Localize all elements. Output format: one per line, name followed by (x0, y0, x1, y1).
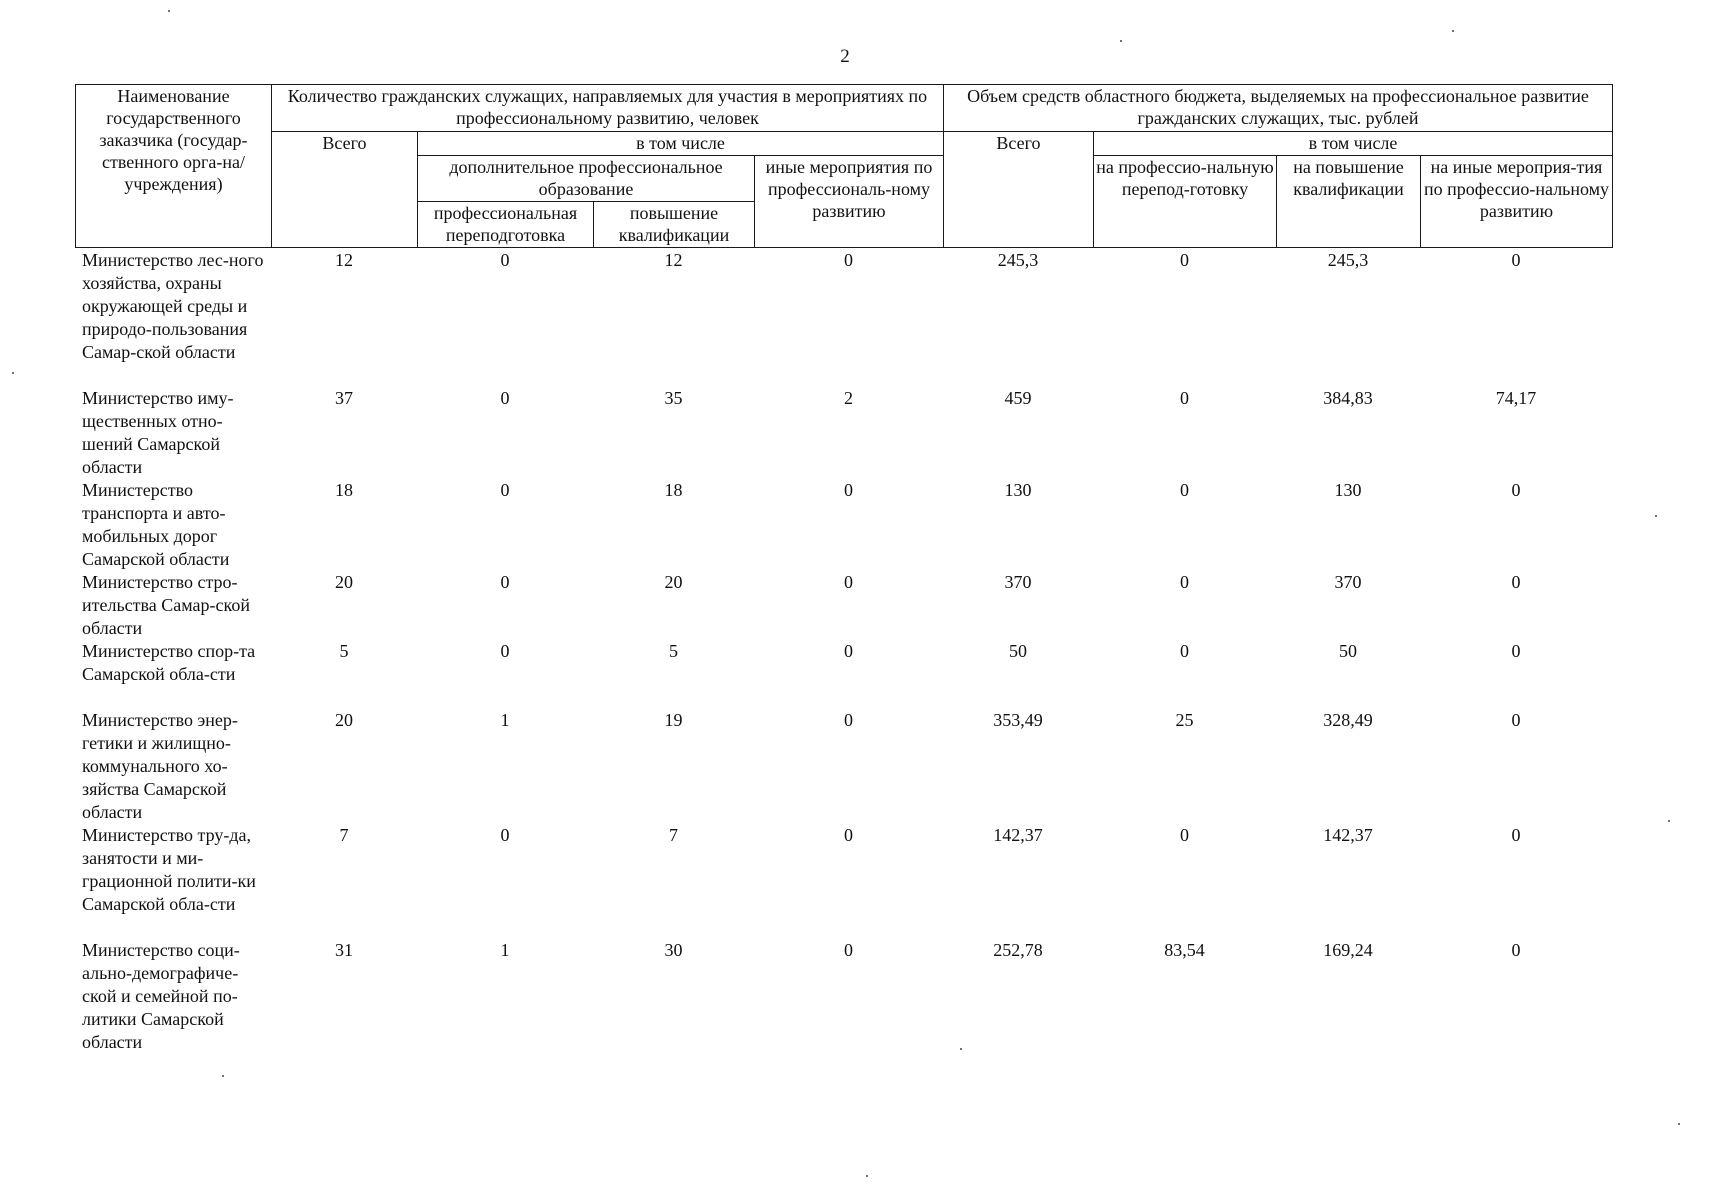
people-qualification: 20 (664, 572, 683, 592)
scan-speck (222, 1075, 224, 1077)
budget-total: 245,3 (997, 250, 1039, 270)
people-retraining: 0 (500, 825, 510, 845)
people-total: 12 (335, 250, 353, 270)
people-other: 0 (844, 250, 853, 270)
scan-speck (1452, 30, 1454, 32)
header-people-including: в том числе (418, 132, 944, 156)
customer-name: Министерство транспорта и авто-мобильных дорог Самарской области (82, 480, 230, 569)
people-retraining: 1 (500, 710, 510, 730)
budget-qualification: 328,49 (1323, 710, 1373, 730)
people-qualification: 7 (669, 825, 678, 845)
header-people-group: Количество гражданских служащих, направляемых для участия в мероприятиях по профессиональному развитию, человек (272, 85, 944, 132)
header-budget-other: на иные мероприя-тия по профессио-нальному развитию (1421, 156, 1613, 248)
budget-other: 0 (1511, 480, 1521, 500)
header-budget-retraining: на профессио-нальную перепод-готовку (1094, 156, 1277, 248)
scan-speck (866, 1175, 868, 1177)
people-retraining: 0 (500, 250, 510, 270)
budget-other: 0 (1511, 940, 1521, 960)
budget-total: 370 (1004, 572, 1032, 592)
budget-total: 142,37 (993, 825, 1043, 845)
people-other: 2 (844, 388, 853, 408)
people-qualification: 12 (664, 250, 683, 270)
customer-name: Министерство энер-гетики и жилищно-коммунального хо-зяйства Самарской области (82, 710, 238, 822)
table-row (75, 479, 1612, 571)
header-professional-retraining: профессиональная переподготовка (418, 202, 594, 248)
budget-other: 74,17 (1495, 388, 1537, 408)
table-row (75, 709, 1612, 824)
page-number: 2 (840, 46, 850, 67)
people-total: 18 (335, 480, 353, 500)
customer-name: Министерство тру-да, занятости и ми-грационной полити-ки Самарской обла-сти (82, 825, 256, 914)
table-row (75, 571, 1612, 640)
people-retraining: 0 (500, 572, 510, 592)
table-row (75, 824, 1612, 939)
table-row (75, 939, 1612, 1054)
table-header (75, 84, 1613, 248)
budget-retraining: 0 (1180, 572, 1189, 592)
budget-qualification: 130 (1334, 480, 1362, 500)
people-qualification: 19 (664, 710, 683, 730)
people-total: 20 (335, 710, 353, 730)
budget-retraining: 0 (1180, 250, 1189, 270)
people-total: 20 (335, 572, 353, 592)
people-other: 0 (844, 940, 853, 960)
budget-other: 0 (1511, 825, 1521, 845)
budget-total: 130 (1004, 480, 1032, 500)
scan-speck (1120, 40, 1122, 42)
budget-other: 0 (1511, 710, 1521, 730)
scan-speck (168, 10, 170, 12)
header-people-total: Всего (272, 132, 418, 248)
budget-other: 0 (1511, 250, 1521, 270)
customer-name: Министерство лес-ного хозяйства, охраны окружающей среды и природо-пользования Самар-ской области (82, 250, 264, 362)
header-qualification-upgrade: повышение квалификации (594, 202, 755, 248)
people-qualification: 5 (669, 641, 678, 661)
budget-qualification: 370 (1334, 572, 1362, 592)
budget-qualification: 169,24 (1323, 940, 1373, 960)
people-qualification: 18 (664, 480, 683, 500)
people-retraining: 0 (500, 480, 510, 500)
customer-name: Министерство стро-ительства Самар-ской области (82, 572, 250, 638)
customer-name: Министерство иму-щественных отно-шений Самарской области (82, 388, 234, 477)
table-row (75, 640, 1612, 709)
customer-name: Министерство спор-та Самарской обла-сти (82, 641, 256, 684)
people-total: 5 (339, 641, 349, 661)
people-total: 37 (335, 388, 353, 408)
budget-qualification: 245,3 (1327, 250, 1369, 270)
scan-speck (1655, 515, 1657, 517)
budget-other: 0 (1511, 641, 1521, 661)
people-retraining: 0 (500, 388, 510, 408)
scan-speck (12, 372, 14, 374)
customer-name: Министерство соци-ально-демографиче-ской и семейной по-литики Самарской области (82, 940, 240, 1052)
budget-retraining: 0 (1180, 480, 1189, 500)
people-total: 31 (335, 940, 353, 960)
header-customer-name: Наименование государственного заказчика (государ-ственного орга-на/учреждения) (76, 85, 272, 248)
header-other-activities: иные мероприятия по профессиональ-ному развитию (755, 156, 944, 248)
header-budget-including: в том числе (1094, 132, 1613, 156)
table-row (75, 387, 1612, 479)
people-other: 0 (844, 641, 853, 661)
people-other: 0 (844, 710, 853, 730)
people-other: 0 (844, 825, 853, 845)
budget-qualification: 142,37 (1323, 825, 1373, 845)
header-budget-total: Всего (944, 132, 1094, 248)
budget-qualification: 384,83 (1323, 388, 1373, 408)
header-budget-group: Объем средств областного бюджета, выделяемых на профессиональное развитие гражданских служащих, тыс. рублей (944, 85, 1613, 132)
people-other: 0 (844, 572, 853, 592)
people-qualification: 30 (664, 940, 683, 960)
header-additional-education: дополнительное профессиональное образование (418, 156, 755, 202)
budget-other: 0 (1511, 572, 1521, 592)
people-qualification: 35 (664, 388, 683, 408)
table-row (75, 249, 1612, 387)
budget-total: 459 (1004, 388, 1032, 408)
scan-speck (1668, 820, 1670, 822)
budget-retraining: 0 (1180, 388, 1189, 408)
budget-retraining: 0 (1180, 641, 1189, 661)
table-body (75, 249, 1612, 1054)
people-other: 0 (844, 480, 853, 500)
budget-retraining: 0 (1180, 825, 1189, 845)
budget-total: 353,49 (993, 710, 1043, 730)
budget-retraining: 25 (1175, 710, 1194, 730)
scan-speck (1678, 1123, 1680, 1125)
scan-speck (960, 1048, 962, 1050)
budget-retraining: 83,54 (1164, 940, 1205, 960)
people-total: 7 (339, 825, 349, 845)
budget-total: 50 (1009, 641, 1027, 661)
header-budget-qualification: на повышение квалификации (1277, 156, 1421, 248)
people-retraining: 1 (500, 940, 510, 960)
budget-qualification: 50 (1339, 641, 1357, 661)
budget-total: 252,78 (993, 940, 1043, 960)
people-retraining: 0 (500, 641, 510, 661)
